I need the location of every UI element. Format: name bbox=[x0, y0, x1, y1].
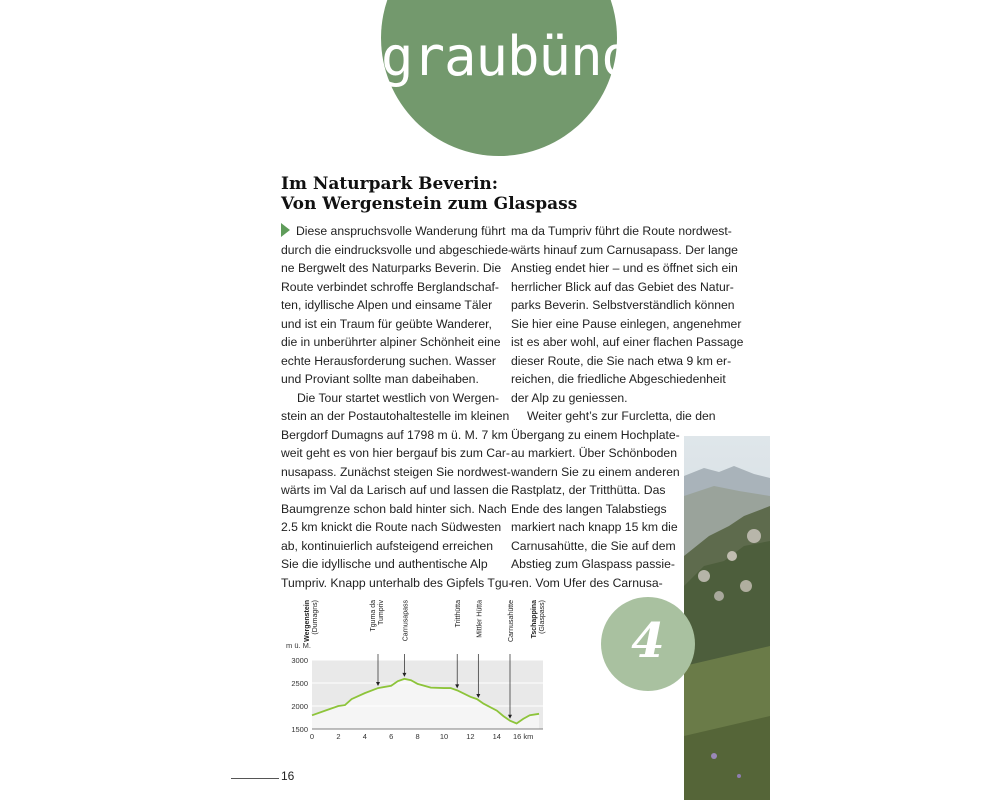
text-line-content: parks Beverin. Selbstverständlich können bbox=[511, 298, 735, 312]
text-line bbox=[511, 407, 731, 426]
text-line bbox=[281, 315, 501, 334]
text-line bbox=[281, 481, 509, 500]
waypoint-label: Carnusapass bbox=[402, 600, 410, 642]
text-line-content: wärts hinauf zum Carnusapass. Der lange bbox=[511, 242, 738, 257]
y-tick-label: 2500 bbox=[291, 679, 308, 688]
text-line-content: und ist ein Traum für geübte Wanderer, bbox=[281, 316, 492, 331]
waypoint-label: Tguma da bbox=[370, 600, 377, 632]
waypoint-label: Tritthütta bbox=[455, 600, 463, 628]
text-line bbox=[511, 370, 731, 389]
text-line-content: Diese anspruchsvolle Wanderung führt bbox=[296, 224, 506, 238]
text-line bbox=[511, 389, 731, 408]
x-tick-label: 0 bbox=[309, 732, 315, 741]
y-tick-label: 2000 bbox=[291, 702, 308, 711]
waypoint-sublabel: (Dumagns) bbox=[312, 600, 319, 635]
text-line-content: die in unberührter alpiner Schönheit eine bbox=[281, 335, 501, 349]
title-line-1: Im Naturpark Beverin: bbox=[281, 174, 499, 194]
text-line bbox=[281, 389, 501, 408]
text-line-content: Die Tour startet westlich von Wergen- bbox=[297, 390, 500, 405]
page-number: 16 bbox=[281, 769, 295, 783]
text-line bbox=[511, 241, 738, 260]
mountain-photo bbox=[684, 436, 770, 800]
text-line-content: Übergang zu einem Hochplate- bbox=[511, 427, 680, 442]
text-line-content: Sie die idyllische und authentische Alp bbox=[281, 557, 488, 571]
x-tick-label: 14 bbox=[492, 732, 501, 741]
text-line bbox=[281, 426, 508, 445]
text-line-content: wandern Sie zu einem anderen bbox=[511, 464, 680, 479]
text-line-content: durch die eindrucksvolle und abgeschiede- bbox=[281, 242, 513, 257]
text-line bbox=[281, 241, 513, 260]
x-tick-label: 4 bbox=[362, 732, 367, 741]
text-line bbox=[281, 259, 501, 278]
text-line-content: Baumgrenze schon bald hinter sich. Nach bbox=[281, 501, 507, 516]
text-line bbox=[511, 296, 735, 315]
text-line bbox=[281, 370, 501, 389]
text-line bbox=[511, 222, 731, 241]
text-line-content: ist es aber wohl, auf einer flachen Passage bbox=[511, 335, 744, 349]
x-tick-label: 8 bbox=[415, 732, 420, 741]
text-line-content: ne Bergwelt des Naturparks Beverin. Die bbox=[281, 261, 502, 275]
text-line bbox=[511, 352, 731, 371]
text-line-content: Weiter geht’s zur Furcletta, die den bbox=[527, 409, 716, 423]
waypoint-label: Wergenstein bbox=[304, 600, 311, 642]
text-line bbox=[511, 333, 744, 352]
text-line bbox=[281, 518, 501, 537]
text-line bbox=[281, 463, 511, 482]
text-line bbox=[281, 352, 501, 371]
text-line bbox=[281, 574, 513, 593]
waypoint-label: Carnusahütte bbox=[508, 600, 515, 643]
x-tick-label: 10 bbox=[439, 732, 449, 741]
x-tick-label: 6 bbox=[389, 732, 394, 741]
text-line-content: Tumpriv. Knapp unterhalb des Gipfels Tgu- bbox=[281, 575, 513, 590]
text-line bbox=[281, 444, 510, 463]
text-line-content: der Alp zu geniessen. bbox=[511, 390, 628, 405]
text-line-content: nusapass. Zunächst steigen Sie nordwest- bbox=[281, 464, 511, 479]
text-line bbox=[281, 537, 501, 556]
text-column-left bbox=[281, 222, 513, 592]
x-tick-label: 16 km bbox=[512, 732, 534, 741]
text-line-content: herrlicher Blick auf das Gebiet des Natur- bbox=[511, 279, 734, 294]
text-line-content: wärts im Val da Larisch auf und lassen die bbox=[281, 483, 509, 497]
text-line-content: Sie hier eine Pause einlegen, angenehmer bbox=[511, 316, 742, 331]
waypoint-sublabel: (Glaspass) bbox=[539, 600, 547, 634]
title-line-2: Von Wergenstein zum Glaspass bbox=[281, 194, 578, 214]
article-title bbox=[281, 174, 601, 214]
text-line bbox=[281, 222, 506, 241]
text-line bbox=[281, 407, 510, 426]
text-line-content: Rastplatz, der Tritthütta. Das bbox=[511, 483, 666, 497]
text-line-content: Bergdorf Dumagns auf 1798 m ü. M. 7 km bbox=[281, 427, 508, 442]
waypoint-sublabel: Tumpriv bbox=[378, 600, 385, 626]
text-line-content: echte Herausforderung suchen. Wasser bbox=[281, 353, 496, 368]
section-marker-icon bbox=[281, 223, 290, 237]
y-axis-label: m ü. M. bbox=[286, 641, 312, 650]
text-line-content: au markiert. Über Schönboden bbox=[511, 446, 677, 460]
text-line-content: ab, kontinuierlich aufsteigend erreichen bbox=[281, 538, 494, 553]
text-line-content: markiert nach knapp 15 km die bbox=[511, 520, 678, 534]
elevation-profile-chart bbox=[286, 596, 556, 746]
text-line bbox=[281, 333, 501, 352]
text-line-content: und Proviant sollte man dabeihaben. bbox=[281, 372, 479, 386]
text-line bbox=[511, 259, 738, 278]
waypoint-label: Tschappina bbox=[531, 600, 539, 639]
text-line-content: ren. Vom Ufer des Carnusa- bbox=[511, 575, 663, 590]
text-line bbox=[281, 555, 501, 574]
text-line-content: Carnusahütte, die Sie auf dem bbox=[511, 538, 676, 553]
page-rule bbox=[231, 778, 279, 779]
text-line-content: Route verbindet schroffe Berglandschaf- bbox=[281, 279, 499, 294]
text-line-content: Anstieg endet hier – und es öffnet sich ein bbox=[511, 261, 738, 275]
text-line bbox=[281, 296, 501, 315]
text-line bbox=[281, 278, 501, 297]
text-line-content: ma da Tumpriv führt die Route nordwest- bbox=[511, 224, 732, 238]
x-tick-label: 2 bbox=[336, 732, 341, 741]
waypoint-label: Mittler Hütta bbox=[476, 600, 484, 638]
stage-number: 4 bbox=[631, 613, 665, 669]
text-line-content: dieser Route, die Sie nach etwa 9 km er- bbox=[511, 353, 732, 368]
text-line-content: stein an der Postautohaltestelle im kleinen bbox=[281, 409, 510, 423]
text-line-content: ten, idyllische Alpen und einsame Täler bbox=[281, 298, 493, 312]
y-tick-label: 3000 bbox=[291, 656, 308, 665]
text-line bbox=[281, 500, 507, 519]
region-title: graubünden bbox=[381, 25, 697, 88]
text-line-content: Ende des langen Talabstiegs bbox=[511, 501, 667, 516]
text-line-content: Abstieg zum Glaspass passie- bbox=[511, 557, 675, 571]
text-line-content: reichen, die friedliche Abgeschiedenheit bbox=[511, 372, 726, 386]
text-line bbox=[511, 315, 742, 334]
y-tick-label: 1500 bbox=[291, 725, 308, 734]
text-line-content: 2.5 km knickt die Route nach Südwesten bbox=[281, 520, 502, 534]
text-line bbox=[511, 278, 734, 297]
x-tick-label: 12 bbox=[466, 732, 475, 741]
text-line-content: weit geht es von hier bergauf bis zum Car- bbox=[281, 446, 510, 460]
